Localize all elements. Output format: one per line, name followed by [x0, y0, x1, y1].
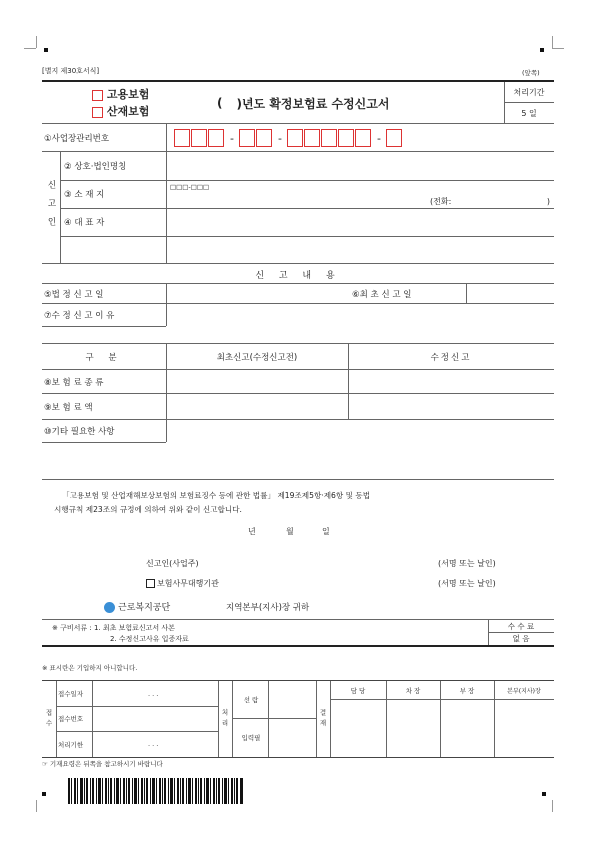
name-field[interactable]: [168, 152, 552, 180]
office-table: [42, 680, 554, 758]
branch-label: 지역본부(지사)장 귀하: [226, 603, 310, 613]
legal-date-label: ⑤법 정 신 고 일: [44, 290, 104, 300]
date-row: [42, 284, 554, 304]
attachments-item-2: 2. 수정신고사유 입증자료: [110, 635, 189, 643]
agency-row: 보험사무대행기관: [146, 578, 219, 589]
date-month: 월: [286, 527, 294, 536]
row-other-label: ⑩기타 필요한 사항: [44, 427, 115, 437]
biz-number-row: [42, 124, 554, 152]
period-value: 5 일: [521, 108, 537, 118]
comwel-logo-icon: [104, 602, 115, 613]
attachments-label: ※ 구비서류 : 1. 최초 보험료신고서 사본: [52, 624, 175, 632]
row-amount: [42, 394, 554, 420]
chief-label: 차 장: [405, 686, 421, 695]
receive-no-label: 접수번호: [58, 715, 84, 723]
name-label: ② 상호·법인명칭: [64, 162, 127, 172]
employment-checkbox[interactable]: [92, 90, 103, 101]
crop-line-tr: [552, 36, 553, 48]
report-form: [42, 80, 554, 647]
period-label: 처리기간: [513, 87, 545, 97]
row-type-label: ⑧보 험 료 종 류: [44, 378, 104, 388]
receive-date-value: . . .: [148, 689, 159, 698]
date-day: 일: [322, 527, 330, 536]
receive-date-label: 접수일자: [58, 690, 84, 698]
form-title: ( )년도 확정보험료 수정신고서: [217, 96, 390, 111]
corner-mark-tr: [540, 48, 544, 52]
crop-line-bl: [36, 800, 37, 812]
crop-line-tl: [36, 36, 37, 48]
row-type: [42, 370, 554, 394]
office-note-bottom: ☞ 기재요령은 뒤쪽을 참고하시기 바랍니다: [42, 760, 163, 768]
col-revised: 수정신고: [430, 353, 472, 363]
deadline-label: 처리기한: [58, 740, 84, 749]
reception-label: 접수: [44, 708, 53, 730]
first-date-label: ⑥최 초 신 고 일: [352, 290, 412, 300]
phone-label: (전화: ): [430, 196, 550, 206]
col-first: 최초신고(수정신고전): [216, 353, 298, 363]
date-year: 년: [248, 527, 256, 536]
section-title: 신 고 내 용: [255, 270, 341, 281]
head-label: 본부(지사)장: [507, 687, 541, 695]
form-number: [별지 제30호서식]: [42, 67, 100, 75]
crop-line-br: [552, 800, 553, 812]
crop-line-tl-h: [24, 48, 36, 49]
director-label: 부 장: [459, 686, 475, 695]
crop-line-tr-h: [552, 48, 564, 49]
attachments-row: [42, 620, 554, 645]
sign-2: (서명 또는 날인): [438, 579, 496, 588]
org-row: 근로복지공단: [104, 600, 170, 613]
industrial-checkbox[interactable]: [92, 107, 103, 118]
insurance-choice: [92, 85, 192, 121]
legal-date-field[interactable]: [168, 284, 348, 304]
address-label: ③ 소 재 지: [64, 190, 105, 200]
corner-mark-br: [542, 792, 546, 796]
agency-checkbox[interactable]: [146, 579, 155, 588]
reason-row: [42, 304, 554, 344]
industrial-insurance-label: 산재보험: [106, 105, 150, 118]
manager-label: 담 당: [350, 686, 366, 695]
dept-label: 선 람: [243, 696, 259, 704]
employment-insurance-label: 고용보험: [106, 88, 150, 101]
declaration-block: [42, 480, 554, 620]
table-header-row: [42, 344, 554, 370]
col-category: 구 분: [85, 353, 123, 363]
row-other: [42, 420, 554, 480]
process-label: 처리: [220, 708, 229, 730]
fee-value: 없 음: [512, 634, 530, 643]
biz-number-label: ①사업장관리번호: [44, 134, 110, 144]
input-label: 입력필: [241, 734, 261, 742]
corner-mark-tl: [44, 48, 48, 52]
rep-field[interactable]: [168, 208, 552, 236]
title-row: [42, 82, 554, 124]
side-note: (앞쪽): [522, 69, 540, 77]
reason-label: ⑦수 정 신 고 이 유: [44, 311, 115, 321]
fee-label: 수 수 료: [507, 621, 535, 631]
reporter-block: [42, 152, 554, 264]
rep-label: ④ 대 표 자: [64, 218, 105, 228]
biz-number-boxes[interactable]: - - -: [174, 124, 544, 152]
deadline-value: . . .: [148, 740, 159, 748]
reporter-label: 신고인: [46, 180, 56, 236]
section-title-row: [42, 264, 554, 284]
row-amount-label: ⑨보 험 료 액: [44, 403, 93, 413]
postcode-field[interactable]: □□□-□□□: [170, 183, 210, 191]
office-note-top: ※ 표시란은 기입하지 아니합니다.: [42, 664, 138, 672]
declaration-text-2: 시행규칙 제23조의 규정에 의하여 위와 같이 신고합니다.: [54, 505, 242, 514]
barcode-icon: [68, 778, 244, 806]
sign-1: (서명 또는 날인): [438, 559, 496, 568]
extra-row: [64, 236, 164, 264]
corner-mark-bl: [42, 792, 46, 796]
reporter-owner: 신고인(사업주): [146, 559, 199, 568]
approval-label: 결재: [318, 708, 327, 730]
declaration-text-1: 「고용보험 및 산업재해보상보험의 보험료징수 등에 관한 법률」 제19조제5항·제6항 및 동법: [62, 491, 371, 500]
